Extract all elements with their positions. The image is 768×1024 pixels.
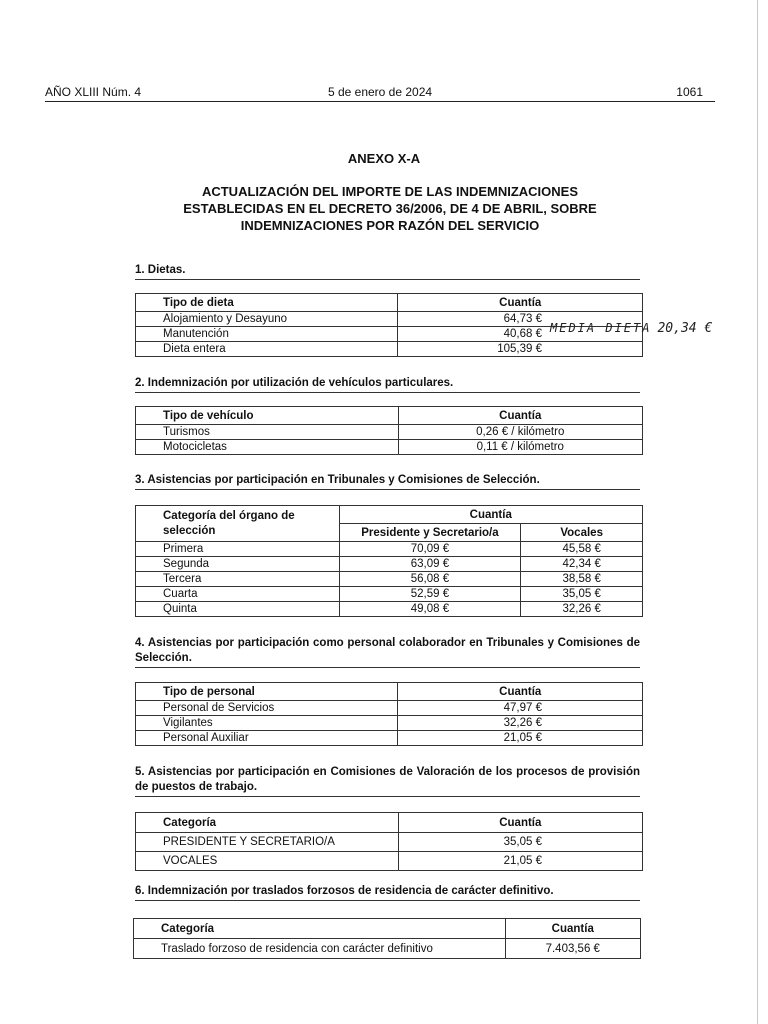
table-cell: Tercera [136,572,340,587]
table-header-row [136,683,643,701]
table-row [136,602,643,617]
column-header: Cuantía [398,813,642,833]
column-header: Categoría [136,813,399,833]
table-tribunales [135,505,643,617]
table-header-row [136,506,643,524]
table-row [136,572,643,587]
table-cell: Manutención [136,327,398,342]
table-cell: 0,26 € / kilómetro [398,425,642,440]
table-cell: VOCALES [136,852,399,871]
table-cell: 47,97 € [398,701,643,716]
column-header: Cuantía [398,294,643,312]
table-cell: 56,08 € [339,572,521,587]
table-row [136,852,643,871]
annotation-amount: 20,34 € [657,321,713,336]
document-title [120,183,660,234]
table-row [136,342,643,357]
section-heading-colaborador: 4. Asistencias por participación como personal colaborador en Tribunales y Comisiones de Selección. [135,636,640,668]
table-cell: 32,26 € [398,716,643,731]
table-cell: Personal Auxiliar [136,731,398,746]
table-cell: Alojamiento y Desayuno [136,312,398,327]
annotation-text: MEDIA DIETA [550,321,652,335]
table-row [136,587,643,602]
table-cell: Traslado forzoso de residencia con carácter definitivo [134,939,506,959]
table-cell: 70,09 € [339,542,521,557]
title-line: ESTABLECIDAS EN EL DECRETO 36/2006, DE 4 DE ABRIL, SOBRE [183,201,597,216]
annex-title: ANEXO X-A [347,151,421,166]
title-line: ACTUALIZACIÓN DEL IMPORTE DE LAS INDEMNIZACIONES [201,184,579,199]
table-row [136,716,643,731]
table-row [136,731,643,746]
table-row [134,939,641,959]
section-heading-vehiculos: 2. Indemnización por utilización de vehículos particulares. [135,376,640,393]
table-cell: Dieta entera [136,342,398,357]
table-cell: Primera [136,542,340,557]
column-group-header: Cuantía [339,506,642,524]
table-valoracion [135,812,643,871]
table-header-row [134,919,641,939]
table-cell: Vigilantes [136,716,398,731]
column-header: Tipo de vehículo [136,407,399,425]
table-cell: 45,58 € [521,542,643,557]
running-header [45,85,715,102]
column-header: Cuantía [398,407,642,425]
column-header: Tipo de personal [136,683,398,701]
table-cell: 105,39 € [398,342,643,357]
table-cell: Motocicletas [136,440,399,455]
table-cell: 63,09 € [339,557,521,572]
table-cell: 35,05 € [398,833,642,852]
column-header: Cuantía [505,919,640,939]
table-cell: Personal de Servicios [136,701,398,716]
section-heading-valoracion: 5. Asistencias por participación en Comisiones de Valoración de los procesos de provisión de puestos de trabajo. [135,765,640,797]
column-header: Presidente y Secretario/a [339,524,521,542]
table-cell: 32,26 € [521,602,643,617]
table-row [136,425,643,440]
table-cell: Segunda [136,557,340,572]
table-cell: 49,08 € [339,602,521,617]
table-header-row [136,407,643,425]
section-heading-traslados: 6. Indemnización por traslados forzosos de residencia de carácter definitivo. [135,884,640,901]
table-cell: PRESIDENTE Y SECRETARIO/A [136,833,399,852]
column-header: Categoría del órgano de selección [136,506,340,542]
column-header: Tipo de dieta [136,294,398,312]
page-number: 1061 [676,85,703,99]
table-cell: Cuarta [136,587,340,602]
table-row [136,440,643,455]
section-heading-tribunales: 3. Asistencias por participación en Tribunales y Comisiones de Selección. [135,473,640,490]
column-header: Vocales [521,524,643,542]
table-cell: Quinta [136,602,340,617]
table-header-row [136,294,643,312]
table-cell: 52,59 € [339,587,521,602]
table-cell: 64,73 € [398,312,643,327]
table-cell: 42,34 € [521,557,643,572]
publication-date: 5 de enero de 2024 [327,85,433,99]
column-header: Cuantía [398,683,643,701]
table-cell: 35,05 € [521,587,643,602]
title-line: INDEMNIZACIONES POR RAZÓN DEL SERVICIO [240,218,540,233]
issue-number: AÑO XLIII Núm. 4 [45,85,142,99]
column-header: Categoría [134,919,506,939]
table-row [136,542,643,557]
table-row [136,701,643,716]
table-traslados [133,918,641,959]
table-cell: 40,68 € [398,327,643,342]
table-header-row [136,813,643,833]
handwritten-annotation [550,321,712,336]
table-colaborador [135,682,643,746]
table-vehiculos [135,406,643,455]
table-cell: 7.403,56 € [505,939,640,959]
table-cell: 0,11 € / kilómetro [398,440,642,455]
table-row [136,557,643,572]
table-cell: 21,05 € [398,852,642,871]
table-cell: 38,58 € [521,572,643,587]
table-cell: 21,05 € [398,731,643,746]
table-row [136,833,643,852]
section-heading-dietas: 1. Dietas. [135,263,640,280]
table-cell: Turismos [136,425,399,440]
